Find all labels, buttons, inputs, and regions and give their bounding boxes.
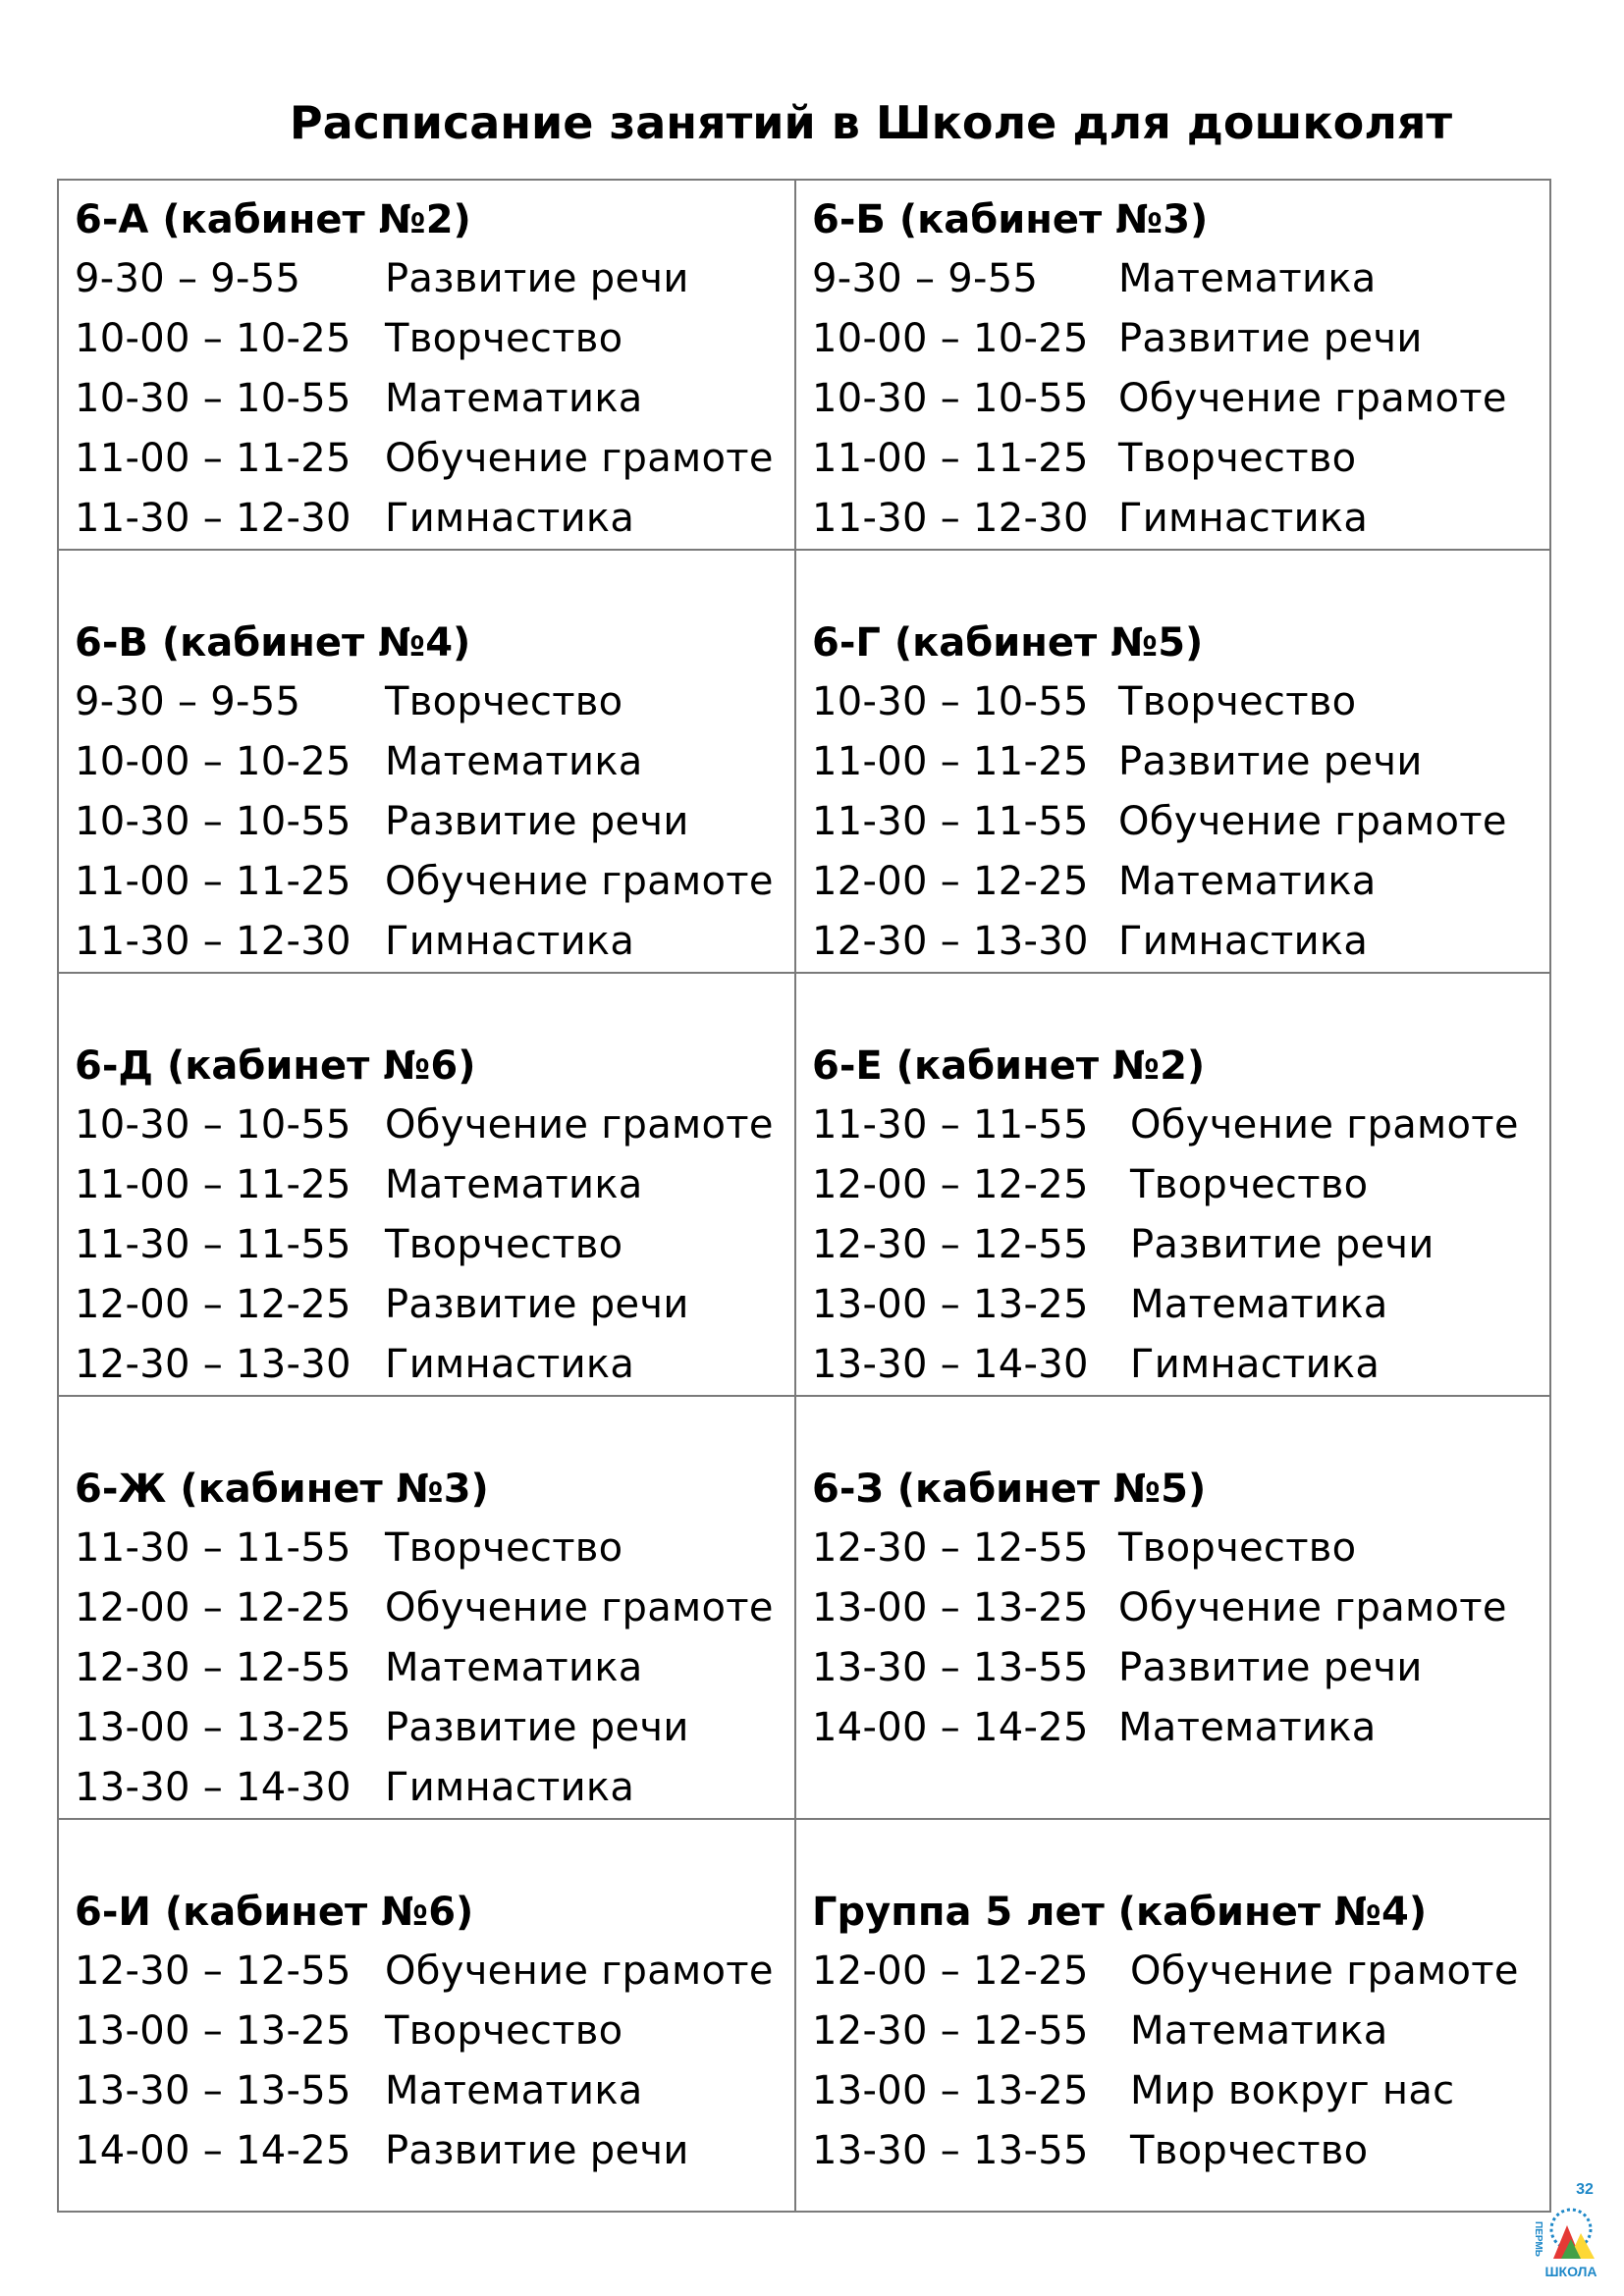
lesson-subject: Обучение грамоте bbox=[385, 1949, 774, 1994]
lesson-row bbox=[75, 852, 794, 912]
lesson-subject: Гимнастика bbox=[1118, 496, 1369, 541]
lesson-time: 10-00 – 10-25 bbox=[75, 739, 352, 784]
schedule-row bbox=[58, 1819, 1550, 2212]
lesson-time: 11-30 – 12-30 bbox=[75, 496, 352, 541]
lesson-row bbox=[75, 1275, 794, 1335]
lesson-row bbox=[75, 1578, 794, 1638]
group-block bbox=[812, 551, 1549, 972]
group-heading: 6-Е (кабинет №2) bbox=[812, 1043, 1206, 1089]
lesson-time: 12-00 – 12-25 bbox=[812, 1162, 1089, 1207]
school-logo-icon bbox=[1524, 2178, 1602, 2286]
lesson-time: 11-30 – 11-55 bbox=[75, 1222, 352, 1267]
lesson-row bbox=[75, 2002, 794, 2061]
logo-word: ШКОЛА bbox=[1544, 2264, 1597, 2279]
group-heading: 6-З (кабинет №5) bbox=[812, 1467, 1207, 1512]
group-cell bbox=[795, 1396, 1550, 1819]
logo-number: 32 bbox=[1576, 2181, 1594, 2198]
lesson-time: 12-00 – 12-25 bbox=[812, 859, 1089, 904]
group-cell bbox=[795, 180, 1550, 550]
group-heading: 6-Д (кабинет №6) bbox=[75, 1043, 476, 1089]
lesson-time: 11-00 – 11-25 bbox=[812, 739, 1089, 784]
lesson-row bbox=[812, 2002, 1549, 2061]
lesson-subject: Гимнастика bbox=[385, 1342, 635, 1387]
schedule-row bbox=[58, 180, 1550, 550]
lesson-time: 10-30 – 10-55 bbox=[75, 1102, 352, 1148]
group-block bbox=[812, 1820, 1549, 2181]
lesson-time: 13-30 – 13-55 bbox=[812, 1645, 1089, 1690]
lesson-row bbox=[812, 732, 1549, 792]
group-cell bbox=[58, 550, 795, 973]
lesson-subject: Обучение грамоте bbox=[385, 436, 774, 481]
lesson-subject: Творчество bbox=[1118, 436, 1357, 481]
lesson-time: 13-00 – 13-25 bbox=[812, 1585, 1089, 1630]
lesson-time: 12-30 – 12-55 bbox=[812, 1525, 1089, 1571]
lesson-time: 13-30 – 13-55 bbox=[75, 2068, 352, 2113]
lesson-subject: Обучение грамоте bbox=[385, 859, 774, 904]
lesson-time: 12-30 – 13-30 bbox=[75, 1342, 352, 1387]
lesson-row bbox=[75, 489, 794, 549]
lesson-subject: Математика bbox=[385, 1162, 643, 1207]
lesson-time: 11-30 – 12-30 bbox=[75, 919, 352, 964]
lesson-time: 9-30 – 9-55 bbox=[75, 256, 301, 301]
lesson-subject: Творчество bbox=[385, 2008, 623, 2054]
lesson-row bbox=[75, 1095, 794, 1155]
group-cell bbox=[58, 973, 795, 1396]
group-cell bbox=[795, 973, 1550, 1396]
lesson-time: 14-00 – 14-25 bbox=[812, 1705, 1089, 1750]
lesson-time: 11-30 – 11-55 bbox=[812, 1102, 1089, 1148]
lesson-row bbox=[75, 792, 794, 852]
lesson-row bbox=[812, 1095, 1549, 1155]
lesson-subject: Развитие речи bbox=[385, 1282, 689, 1327]
lesson-subject: Творчество bbox=[385, 316, 623, 361]
group-cell bbox=[795, 1819, 1550, 2212]
lesson-time: 13-30 – 13-55 bbox=[812, 2128, 1089, 2173]
lesson-row bbox=[75, 369, 794, 429]
schedule-table bbox=[57, 179, 1551, 2213]
lesson-row bbox=[812, 489, 1549, 549]
lesson-time: 11-00 – 11-25 bbox=[75, 1162, 352, 1207]
lesson-row bbox=[812, 2121, 1549, 2181]
lesson-subject: Математика bbox=[1130, 2008, 1388, 2054]
lesson-subject: Развитие речи bbox=[385, 256, 689, 301]
lesson-row bbox=[812, 369, 1549, 429]
lesson-time: 12-30 – 13-30 bbox=[812, 919, 1089, 964]
lesson-row bbox=[812, 249, 1549, 309]
lesson-row bbox=[75, 1758, 794, 1818]
lesson-subject: Творчество bbox=[385, 1525, 623, 1571]
lesson-row bbox=[75, 1698, 794, 1758]
lesson-time: 11-00 – 11-25 bbox=[812, 436, 1089, 481]
lesson-subject: Гимнастика bbox=[385, 919, 635, 964]
group-heading: 6-В (кабинет №4) bbox=[75, 620, 471, 666]
group-block bbox=[75, 1397, 794, 1818]
lesson-row bbox=[75, 1942, 794, 2002]
logo-city: ПЕРМЬ bbox=[1533, 2221, 1543, 2257]
lesson-subject: Развитие речи bbox=[385, 1705, 689, 1750]
group-block bbox=[75, 1820, 794, 2181]
lesson-subject: Гимнастика bbox=[1118, 919, 1369, 964]
group-heading: 6-Ж (кабинет №3) bbox=[75, 1467, 489, 1512]
lesson-time: 13-00 – 13-25 bbox=[75, 1705, 352, 1750]
lesson-time: 11-30 – 11-55 bbox=[812, 799, 1089, 844]
lesson-subject: Гимнастика bbox=[385, 496, 635, 541]
lesson-time: 10-30 – 10-55 bbox=[75, 376, 352, 421]
lesson-time: 10-30 – 10-55 bbox=[812, 376, 1089, 421]
lesson-row bbox=[812, 1335, 1549, 1395]
lesson-row bbox=[812, 1638, 1549, 1698]
lesson-time: 13-00 – 13-25 bbox=[812, 2068, 1089, 2113]
lesson-time: 13-00 – 13-25 bbox=[812, 1282, 1089, 1327]
lesson-time: 12-30 – 12-55 bbox=[75, 1949, 352, 1994]
lesson-time: 14-00 – 14-25 bbox=[75, 2128, 352, 2173]
lesson-subject: Математика bbox=[385, 2068, 643, 2113]
lesson-time: 12-30 – 12-55 bbox=[812, 2008, 1089, 2054]
lesson-subject: Гимнастика bbox=[385, 1765, 635, 1810]
lesson-time: 10-00 – 10-25 bbox=[812, 316, 1089, 361]
lesson-row bbox=[75, 1638, 794, 1698]
group-heading: 6-Б (кабинет №3) bbox=[812, 197, 1209, 242]
lesson-row bbox=[812, 852, 1549, 912]
page-title: Расписание занятий в Школе для дошколят bbox=[289, 96, 1453, 149]
lesson-subject: Творчество bbox=[1130, 2128, 1369, 2173]
lesson-subject: Математика bbox=[385, 1645, 643, 1690]
lesson-subject: Математика bbox=[385, 376, 643, 421]
group-block bbox=[75, 551, 794, 972]
lesson-subject: Обучение грамоте bbox=[1118, 1585, 1507, 1630]
group-block bbox=[812, 1397, 1549, 1758]
lesson-time: 12-00 – 12-25 bbox=[75, 1585, 352, 1630]
lesson-time: 13-30 – 14-30 bbox=[75, 1765, 352, 1810]
lesson-time: 12-00 – 12-25 bbox=[812, 1949, 1089, 1994]
lesson-row bbox=[75, 2121, 794, 2181]
lesson-row bbox=[812, 429, 1549, 489]
lesson-time: 9-30 – 9-55 bbox=[75, 679, 301, 724]
lesson-row bbox=[812, 1215, 1549, 1275]
lesson-subject: Творчество bbox=[385, 1222, 623, 1267]
lesson-row bbox=[812, 1578, 1549, 1638]
lesson-row bbox=[812, 1519, 1549, 1578]
lesson-subject: Математика bbox=[1130, 1282, 1388, 1327]
lesson-subject: Развитие речи bbox=[1118, 1645, 1423, 1690]
lesson-subject: Развитие речи bbox=[1118, 739, 1423, 784]
lesson-row bbox=[812, 672, 1549, 732]
group-heading: 6-Г (кабинет №5) bbox=[812, 620, 1204, 666]
lesson-subject: Творчество bbox=[1130, 1162, 1369, 1207]
lesson-time: 13-30 – 14-30 bbox=[812, 1342, 1089, 1387]
lesson-time: 12-00 – 12-25 bbox=[75, 1282, 352, 1327]
lesson-row bbox=[75, 429, 794, 489]
lesson-row bbox=[812, 309, 1549, 369]
lesson-subject: Обучение грамоте bbox=[385, 1102, 774, 1148]
lesson-subject: Развитие речи bbox=[1118, 316, 1423, 361]
lesson-subject: Мир вокруг нас bbox=[1130, 2068, 1455, 2113]
group-cell bbox=[58, 1819, 795, 2212]
lesson-row bbox=[75, 1335, 794, 1395]
lesson-row bbox=[812, 792, 1549, 852]
schedule-row bbox=[58, 973, 1550, 1396]
group-block bbox=[75, 974, 794, 1395]
lesson-subject: Творчество bbox=[385, 679, 623, 724]
lesson-row bbox=[812, 1698, 1549, 1758]
lesson-row bbox=[812, 2061, 1549, 2121]
lesson-row bbox=[75, 732, 794, 792]
lesson-time: 12-30 – 12-55 bbox=[812, 1222, 1089, 1267]
group-cell bbox=[795, 550, 1550, 973]
group-cell bbox=[58, 180, 795, 550]
lesson-row bbox=[812, 1942, 1549, 2002]
group-block bbox=[812, 974, 1549, 1395]
lesson-subject: Развитие речи bbox=[385, 799, 689, 844]
group-heading: Группа 5 лет (кабинет №4) bbox=[812, 1890, 1428, 1935]
lesson-time: 11-00 – 11-25 bbox=[75, 859, 352, 904]
lesson-subject: Обучение грамоте bbox=[1130, 1949, 1519, 1994]
lesson-time: 10-00 – 10-25 bbox=[75, 316, 352, 361]
lesson-subject: Развитие речи bbox=[385, 2128, 689, 2173]
lesson-subject: Математика bbox=[1118, 256, 1377, 301]
schedule-row bbox=[58, 1396, 1550, 1819]
lesson-row bbox=[75, 249, 794, 309]
lesson-row bbox=[812, 1275, 1549, 1335]
lesson-time: 10-30 – 10-55 bbox=[75, 799, 352, 844]
lesson-subject: Творчество bbox=[1118, 1525, 1357, 1571]
lesson-subject: Математика bbox=[1118, 1705, 1377, 1750]
group-cell bbox=[58, 1396, 795, 1819]
schedule-row bbox=[58, 550, 1550, 973]
lesson-row bbox=[75, 309, 794, 369]
lesson-row bbox=[812, 1155, 1549, 1215]
lesson-time: 10-30 – 10-55 bbox=[812, 679, 1089, 724]
lesson-row bbox=[812, 912, 1549, 972]
lesson-row bbox=[75, 1215, 794, 1275]
lesson-time: 9-30 – 9-55 bbox=[812, 256, 1039, 301]
group-block bbox=[812, 181, 1549, 549]
lesson-subject: Гимнастика bbox=[1130, 1342, 1380, 1387]
lesson-subject: Обучение грамоте bbox=[385, 1585, 774, 1630]
lesson-row bbox=[75, 1155, 794, 1215]
lesson-subject: Развитие речи bbox=[1130, 1222, 1435, 1267]
group-block bbox=[75, 181, 794, 549]
lesson-row bbox=[75, 1519, 794, 1578]
group-heading: 6-А (кабинет №2) bbox=[75, 197, 471, 242]
lesson-time: 13-00 – 13-25 bbox=[75, 2008, 352, 2054]
lesson-row bbox=[75, 672, 794, 732]
lesson-time: 11-00 – 11-25 bbox=[75, 436, 352, 481]
group-heading: 6-И (кабинет №6) bbox=[75, 1890, 474, 1935]
lesson-subject: Математика bbox=[1118, 859, 1377, 904]
lesson-time: 11-30 – 12-30 bbox=[812, 496, 1089, 541]
lesson-subject: Творчество bbox=[1118, 679, 1357, 724]
lesson-time: 12-30 – 12-55 bbox=[75, 1645, 352, 1690]
lesson-subject: Математика bbox=[385, 739, 643, 784]
lesson-row bbox=[75, 2061, 794, 2121]
lesson-subject: Обучение грамоте bbox=[1118, 799, 1507, 844]
lesson-row bbox=[75, 912, 794, 972]
lesson-subject: Обучение грамоте bbox=[1130, 1102, 1519, 1148]
lesson-subject: Обучение грамоте bbox=[1118, 376, 1507, 421]
lesson-time: 11-30 – 11-55 bbox=[75, 1525, 352, 1571]
